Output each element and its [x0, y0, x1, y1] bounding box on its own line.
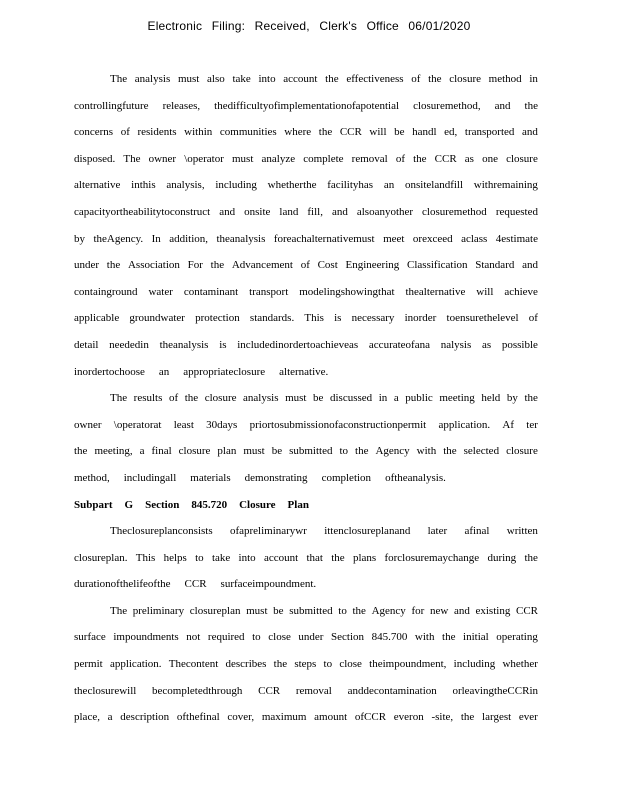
- word: Af: [502, 418, 515, 431]
- word: permit: [74, 658, 103, 671]
- word: appropriateclosure: [183, 365, 266, 378]
- word: to: [339, 445, 349, 458]
- word: surface: [74, 631, 106, 644]
- word: application.: [109, 658, 162, 671]
- word: description: [120, 711, 170, 724]
- word: plans: [352, 551, 377, 564]
- word: describes: [225, 658, 267, 671]
- word: an: [383, 179, 395, 192]
- word: controllingfuture: [74, 99, 149, 112]
- word: CCR: [515, 604, 538, 617]
- word: close: [268, 631, 291, 644]
- paragraph-line: [74, 305, 538, 332]
- document-body: [74, 66, 538, 731]
- word: removal: [295, 684, 332, 697]
- word: requested: [495, 205, 538, 218]
- word: effectiveness: [346, 73, 404, 85]
- word: is: [219, 338, 227, 351]
- word: communities: [219, 126, 277, 139]
- word: Agency: [371, 604, 406, 617]
- word: Thecontent: [168, 658, 219, 671]
- word: alternative.: [279, 365, 329, 378]
- word: by: [506, 392, 518, 405]
- word: within: [184, 126, 213, 139]
- word: of: [168, 392, 179, 405]
- word: must: [177, 73, 200, 85]
- word: the: [524, 99, 538, 112]
- word: owner: [148, 152, 177, 165]
- word: a: [139, 445, 145, 458]
- word: under: [74, 259, 100, 272]
- word: steps: [294, 658, 317, 671]
- word: inordertochoose: [74, 365, 145, 378]
- word: later: [427, 525, 448, 538]
- word: inorder: [404, 312, 437, 325]
- paragraph-first-line: [74, 66, 538, 93]
- word: as: [464, 152, 474, 165]
- word: submitted: [289, 604, 333, 617]
- word: of: [411, 73, 421, 85]
- word: necessary: [351, 312, 395, 325]
- paragraph-line: [74, 119, 538, 146]
- word: Cost: [317, 259, 338, 272]
- word: \operatorat: [113, 418, 162, 431]
- word: Theclosureplanconsists: [110, 525, 213, 538]
- word: everon: [393, 711, 424, 724]
- word: ever: [518, 711, 538, 724]
- word: final: [151, 445, 172, 458]
- word: \operator: [184, 152, 224, 165]
- word: analyze: [261, 152, 296, 165]
- word: alsoanyother: [356, 205, 414, 218]
- word: impoundments: [113, 631, 179, 644]
- word: meeting: [439, 392, 475, 405]
- word: and: [331, 205, 348, 218]
- word: Subpart: [74, 498, 113, 511]
- word: the: [443, 445, 457, 458]
- word: Engineering: [345, 259, 400, 272]
- word: demonstrating: [244, 471, 308, 484]
- word: Standard: [475, 259, 515, 272]
- word: Association: [127, 259, 180, 272]
- word: thealternative: [405, 285, 466, 298]
- word: This: [135, 551, 156, 564]
- word: G: [124, 498, 134, 511]
- word: theanalysis: [159, 338, 209, 351]
- word: ofthefinal: [176, 711, 220, 724]
- word: closure: [506, 152, 538, 165]
- word: where: [284, 126, 312, 139]
- word: containground: [74, 285, 138, 298]
- paragraph-line: [74, 279, 538, 306]
- word: transport: [249, 285, 289, 298]
- word: ofapreliminarywr: [229, 525, 307, 538]
- word: closure: [506, 445, 538, 458]
- word: theclosurewill: [74, 684, 137, 697]
- word: into: [238, 551, 256, 564]
- word: the: [74, 445, 88, 458]
- word: the: [524, 551, 538, 564]
- word: be: [394, 126, 405, 139]
- paragraph-first-line: [74, 385, 538, 412]
- word: detail: [74, 338, 99, 351]
- word: alternative: [74, 179, 121, 192]
- paragraph-line: [74, 172, 538, 199]
- word: in: [378, 392, 388, 405]
- word: 4estimate: [495, 232, 538, 245]
- paragraph-line: [74, 199, 538, 226]
- word: the: [460, 711, 475, 724]
- word: disposed.: [74, 152, 116, 165]
- word: onsitelandfill: [404, 179, 464, 192]
- word: in: [529, 73, 538, 85]
- word: toensurethelevel: [446, 312, 519, 325]
- section-heading: [74, 492, 538, 519]
- word: CCR: [339, 126, 362, 139]
- word: least: [173, 418, 194, 431]
- word: onsite: [244, 205, 271, 218]
- word: CCR: [434, 152, 457, 165]
- word: handl: [412, 126, 437, 139]
- word: a: [107, 711, 113, 724]
- word: analysis: [134, 73, 171, 85]
- word: ter: [526, 418, 538, 431]
- word: that: [306, 551, 323, 564]
- paragraph-last-line: [74, 465, 538, 492]
- word: results: [133, 392, 163, 405]
- word: The: [110, 604, 128, 617]
- word: standards.: [249, 312, 295, 325]
- word: initial: [463, 631, 489, 644]
- word: and: [521, 126, 538, 139]
- word: The: [110, 392, 128, 405]
- word: take: [232, 73, 251, 85]
- word: the: [325, 73, 339, 85]
- word: the: [352, 604, 366, 617]
- word: place,: [74, 711, 100, 724]
- word: the: [428, 73, 442, 85]
- word: releases,: [162, 99, 201, 112]
- word: durationofthelifeofthe: [74, 578, 171, 591]
- word: CCR: [258, 684, 281, 697]
- word: afinal: [464, 525, 490, 538]
- word: withremaining: [473, 179, 538, 192]
- word: nalysis: [440, 338, 472, 351]
- paragraph-line: [74, 93, 538, 120]
- word: to: [323, 658, 333, 671]
- word: during: [487, 551, 517, 564]
- word: and: [522, 259, 538, 272]
- word: The: [110, 73, 128, 85]
- word: meet: [383, 232, 405, 245]
- filing-stamp-header: Electronic Filing: Received, Clerk's Office 06/01/2020: [147, 19, 471, 33]
- word: inthis: [131, 179, 156, 192]
- word: concerns: [74, 126, 114, 139]
- paragraph-line: [74, 332, 538, 359]
- word: as: [481, 338, 492, 351]
- word: one: [482, 152, 498, 165]
- word: Section: [331, 631, 365, 644]
- word: amount: [314, 711, 348, 724]
- paragraph-last-line: [74, 359, 538, 386]
- word: ofCCR: [354, 711, 387, 724]
- word: be: [313, 392, 324, 405]
- word: the: [106, 259, 121, 272]
- word: also: [207, 73, 225, 85]
- word: theAgency.: [93, 232, 144, 245]
- word: foreachalternativemust: [273, 232, 375, 245]
- paragraph-line: [74, 252, 538, 279]
- word: analysis: [243, 392, 279, 405]
- word: of: [395, 152, 405, 165]
- word: Agency: [375, 445, 410, 458]
- word: be: [271, 445, 283, 458]
- word: closureplan: [189, 604, 241, 617]
- word: must: [232, 152, 254, 165]
- word: an: [158, 365, 170, 378]
- word: 30days: [206, 418, 238, 431]
- word: whetherthe: [267, 179, 317, 192]
- word: including: [215, 179, 257, 192]
- word: cover,: [227, 711, 255, 724]
- word: largest: [482, 711, 512, 724]
- word: must: [243, 445, 265, 458]
- word: the: [413, 152, 427, 165]
- word: Closure: [239, 498, 276, 511]
- word: of: [300, 259, 310, 272]
- word: ittenclosureplanand: [324, 525, 411, 538]
- word: written: [506, 525, 538, 538]
- word: The: [123, 152, 141, 165]
- word: materials: [190, 471, 231, 484]
- paragraph-line: [74, 226, 538, 253]
- word: In: [151, 232, 161, 245]
- paragraph-line: [74, 624, 538, 651]
- word: must: [246, 604, 268, 617]
- word: to: [195, 551, 204, 564]
- word: Plan: [287, 498, 309, 511]
- word: the: [273, 658, 288, 671]
- word: orexceed: [412, 232, 453, 245]
- word: -site,: [431, 711, 454, 724]
- word: orleavingtheCCRin: [452, 684, 538, 697]
- word: and: [219, 205, 236, 218]
- word: will: [476, 285, 494, 298]
- word: maximum: [261, 711, 307, 724]
- word: to: [252, 631, 261, 644]
- word: transported: [464, 126, 515, 139]
- word: completion: [321, 471, 372, 484]
- word: preliminary: [132, 604, 185, 617]
- word: surfaceimpoundment.: [220, 578, 317, 591]
- word: accurateofana: [368, 338, 430, 351]
- word: contaminant: [183, 285, 239, 298]
- word: fill,: [307, 205, 323, 218]
- word: forclosuremaychange: [384, 551, 480, 564]
- word: water: [148, 285, 173, 298]
- word: includedinordertoachieveas: [237, 338, 359, 351]
- word: application.: [438, 418, 491, 431]
- word: thedifficultyofimplementationofapotential: [214, 99, 400, 112]
- word: facilityhas: [327, 179, 374, 192]
- paragraph-line: [74, 678, 538, 705]
- word: priortosubmissionofaconstructionpermit: [249, 418, 427, 431]
- word: to: [338, 604, 347, 617]
- word: public: [405, 392, 433, 405]
- word: for: [411, 604, 425, 617]
- word: the: [184, 392, 199, 405]
- word: held: [481, 392, 501, 405]
- word: and: [494, 99, 511, 112]
- word: the: [318, 126, 333, 139]
- word: the: [524, 392, 538, 405]
- word: of: [528, 312, 538, 325]
- word: the: [355, 445, 369, 458]
- paragraph-line: [74, 545, 538, 572]
- paragraph-line: [74, 704, 538, 731]
- word: existing: [475, 604, 511, 617]
- word: 845.720: [191, 498, 228, 511]
- word: residents: [137, 126, 177, 139]
- paragraph-first-line: [74, 518, 538, 545]
- word: anddecontamination: [347, 684, 437, 697]
- word: aclass: [461, 232, 488, 245]
- word: addition,: [169, 232, 209, 245]
- word: new: [429, 604, 449, 617]
- word: method: [488, 73, 522, 85]
- word: closuremethod,: [413, 99, 481, 112]
- word: closure: [449, 73, 481, 85]
- word: will: [369, 126, 387, 139]
- word: take: [211, 551, 231, 564]
- word: discussed: [329, 392, 373, 405]
- word: of: [120, 126, 130, 139]
- word: by: [74, 232, 85, 245]
- word: selected: [463, 445, 500, 458]
- word: CCR: [184, 578, 207, 591]
- word: theanalysis: [216, 232, 266, 245]
- word: the: [442, 631, 456, 644]
- word: land: [279, 205, 299, 218]
- word: neededin: [109, 338, 149, 351]
- word: whether: [502, 658, 538, 671]
- paragraph-first-line: [74, 598, 538, 625]
- word: Section: [145, 498, 180, 511]
- word: capacityortheabilitytoconstruct: [74, 205, 211, 218]
- word: analysis,: [166, 179, 205, 192]
- word: the: [210, 259, 225, 272]
- word: account: [263, 551, 299, 564]
- word: closuremethod: [422, 205, 487, 218]
- word: is: [334, 312, 342, 325]
- word: a: [393, 392, 399, 405]
- word: Advancement: [231, 259, 293, 272]
- word: achieve: [504, 285, 538, 298]
- word: becompletedthrough: [152, 684, 243, 697]
- word: modelingshowingthat: [299, 285, 395, 298]
- word: oftheanalysis.: [385, 471, 446, 484]
- word: possible: [501, 338, 538, 351]
- word: not: [186, 631, 201, 644]
- word: with: [416, 445, 437, 458]
- word: complete: [303, 152, 344, 165]
- word: must: [285, 392, 307, 405]
- word: removal: [351, 152, 388, 165]
- word: method,: [74, 471, 110, 484]
- word: helps: [163, 551, 187, 564]
- word: includingall: [123, 471, 177, 484]
- word: protection: [195, 312, 240, 325]
- word: into: [258, 73, 276, 85]
- word: theimpoundment,: [369, 658, 447, 671]
- word: with: [414, 631, 435, 644]
- word: closure: [204, 392, 237, 405]
- word: For: [187, 259, 203, 272]
- word: 845.700: [371, 631, 408, 644]
- word: groundwater: [129, 312, 185, 325]
- word: required: [207, 631, 245, 644]
- paragraph-last-line: [74, 571, 538, 598]
- word: closure: [178, 445, 211, 458]
- paragraph-line: [74, 651, 538, 678]
- word: the: [331, 551, 345, 564]
- word: Classification: [407, 259, 468, 272]
- word: applicable: [74, 312, 120, 325]
- word: operating: [496, 631, 538, 644]
- word: under: [298, 631, 324, 644]
- paragraph-line: [74, 146, 538, 173]
- word: This: [304, 312, 324, 325]
- word: plan: [217, 445, 237, 458]
- word: be: [273, 604, 284, 617]
- word: meeting,: [94, 445, 133, 458]
- word: account: [283, 73, 318, 85]
- word: and: [453, 604, 470, 617]
- word: ed,: [444, 126, 458, 139]
- word: including: [453, 658, 496, 671]
- word: close: [339, 658, 362, 671]
- word: closureplan.: [74, 551, 128, 564]
- paragraph-line: [74, 412, 538, 439]
- paragraph-line: [74, 438, 538, 465]
- word: submitted: [289, 445, 333, 458]
- word: owner: [74, 418, 102, 431]
